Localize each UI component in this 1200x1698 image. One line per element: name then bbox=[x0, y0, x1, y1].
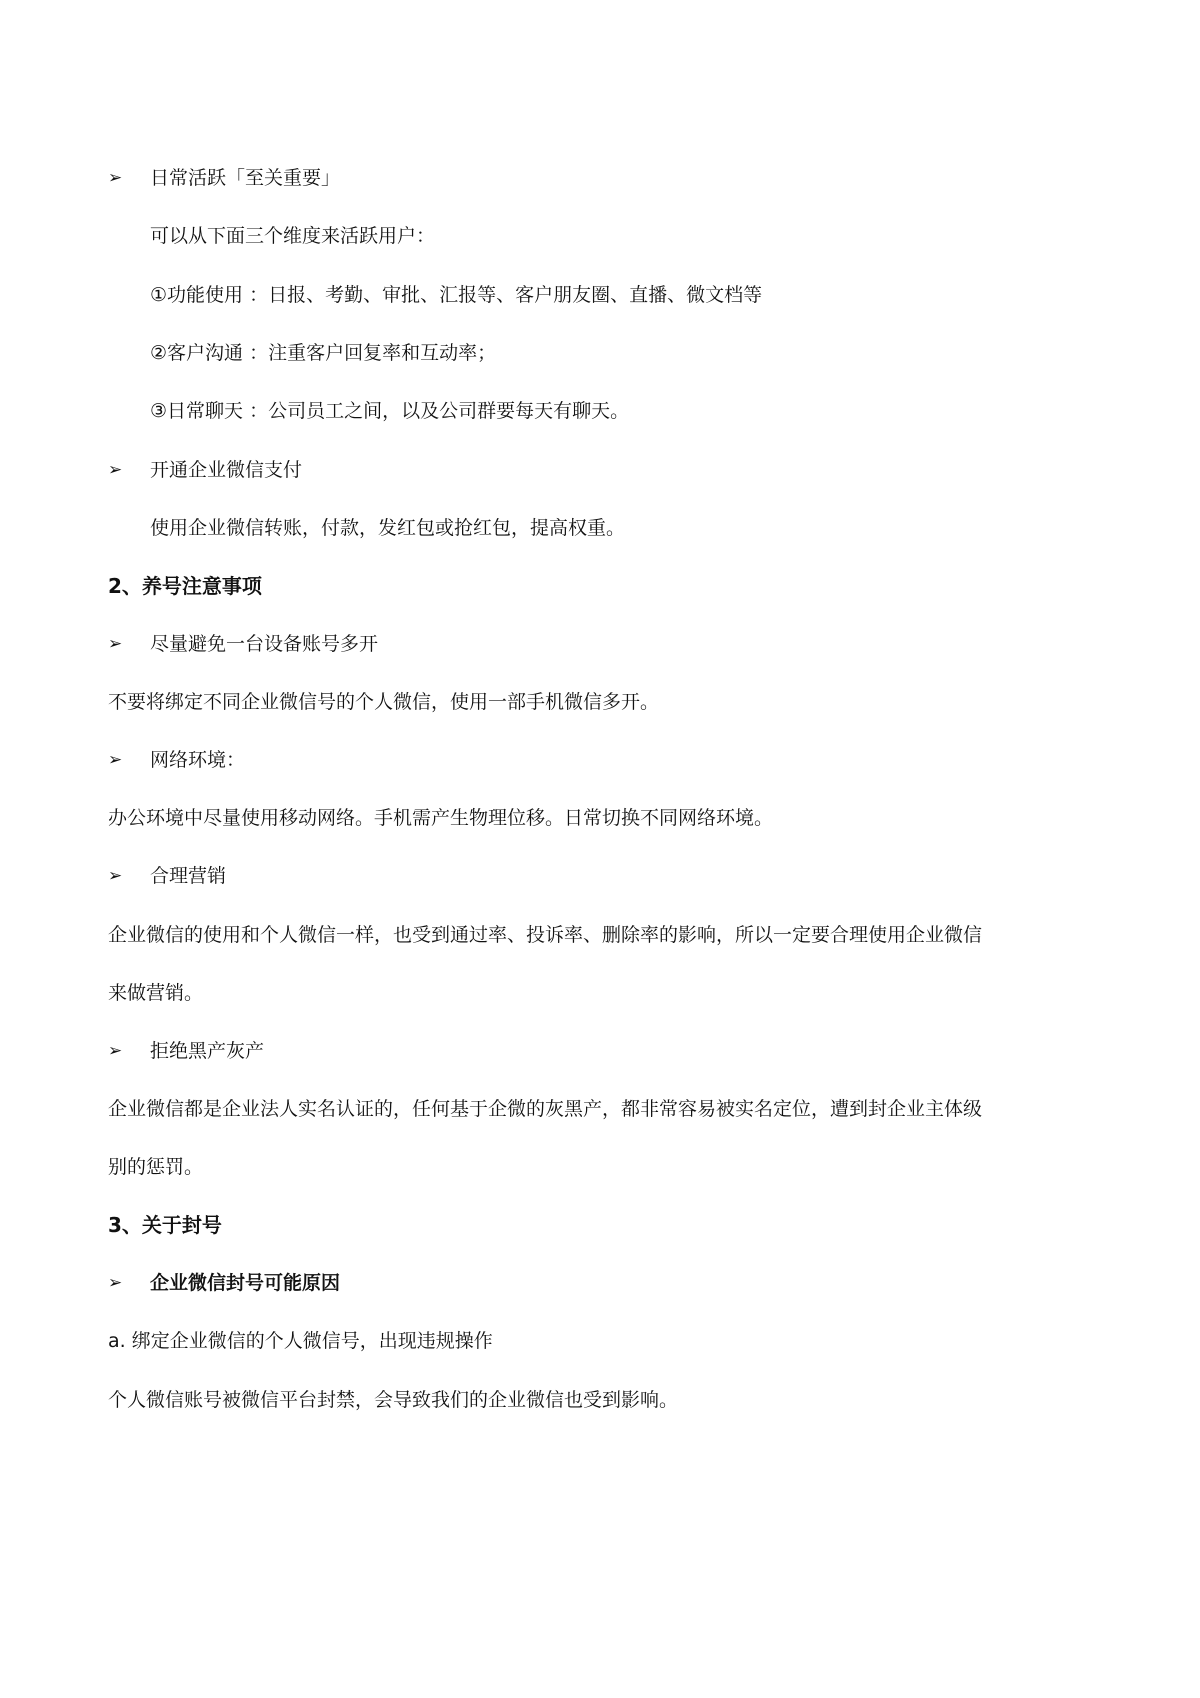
section-heading: 2、养号注意事项 bbox=[108, 574, 262, 598]
paragraph: ①功能使用 ：日报、考勤、审批、汇报等、客户朋友圈、直播、微文档等 bbox=[150, 284, 763, 306]
paragraph: a. 绑定企业微信的个人微信号，出现违规操作 bbox=[108, 1330, 493, 1352]
bullet-text: 合理营销 bbox=[150, 865, 227, 887]
paragraph: 企业微信都是企业法人实名认证的，任何基于企微的灰黑产，都非常容易被实名定位，遭到封企业主体级 bbox=[108, 1098, 983, 1120]
bullet-text: 尽量避免一台设备账号多开 bbox=[150, 633, 379, 655]
bullet-text: 拒绝黑产灰产 bbox=[150, 1040, 265, 1062]
arrow-bullet-icon: ➢ bbox=[108, 460, 123, 480]
bullet-text: 网络环境： bbox=[150, 749, 246, 771]
paragraph: ③日常聊天 ：公司员工之间，以及公司群要每天有聊天。 bbox=[150, 400, 630, 422]
arrow-bullet-icon: ➢ bbox=[108, 866, 123, 886]
arrow-bullet-icon: ➢ bbox=[108, 168, 123, 188]
paragraph: ②客户沟通 ：注重客户回复率和互动率； bbox=[150, 342, 497, 364]
paragraph: 个人微信账号被微信平台封禁，会导致我们的企业微信也受到影响。 bbox=[108, 1389, 679, 1411]
arrow-bullet-icon: ➢ bbox=[108, 1273, 123, 1293]
arrow-bullet-icon: ➢ bbox=[108, 634, 123, 654]
section-heading: 3、关于封号 bbox=[108, 1213, 222, 1237]
arrow-bullet-icon: ➢ bbox=[108, 1041, 123, 1061]
paragraph: 企业微信的使用和个人微信一样，也受到通过率、投诉率、删除率的影响，所以一定要合理使用企业微信 bbox=[108, 924, 983, 946]
paragraph: 别的惩罚。 bbox=[108, 1156, 204, 1178]
arrow-bullet-icon: ➢ bbox=[108, 750, 123, 770]
bullet-text: 企业微信封号可能原因 bbox=[150, 1272, 341, 1294]
paragraph: 办公环境中尽量使用移动网络。手机需产生物理位移。日常切换不同网络环境。 bbox=[108, 807, 774, 829]
paragraph: 不要将绑定不同企业微信号的个人微信，使用一部手机微信多开。 bbox=[108, 691, 660, 713]
bullet-text: 开通企业微信支付 bbox=[150, 459, 303, 481]
paragraph: 可以从下面三个维度来活跃用户： bbox=[150, 225, 436, 247]
paragraph: 使用企业微信转账，付款，发红包或抢红包，提高权重。 bbox=[150, 517, 626, 539]
bullet-text: 日常活跃「至关重要」 bbox=[150, 167, 341, 189]
paragraph: 来做营销。 bbox=[108, 982, 204, 1004]
